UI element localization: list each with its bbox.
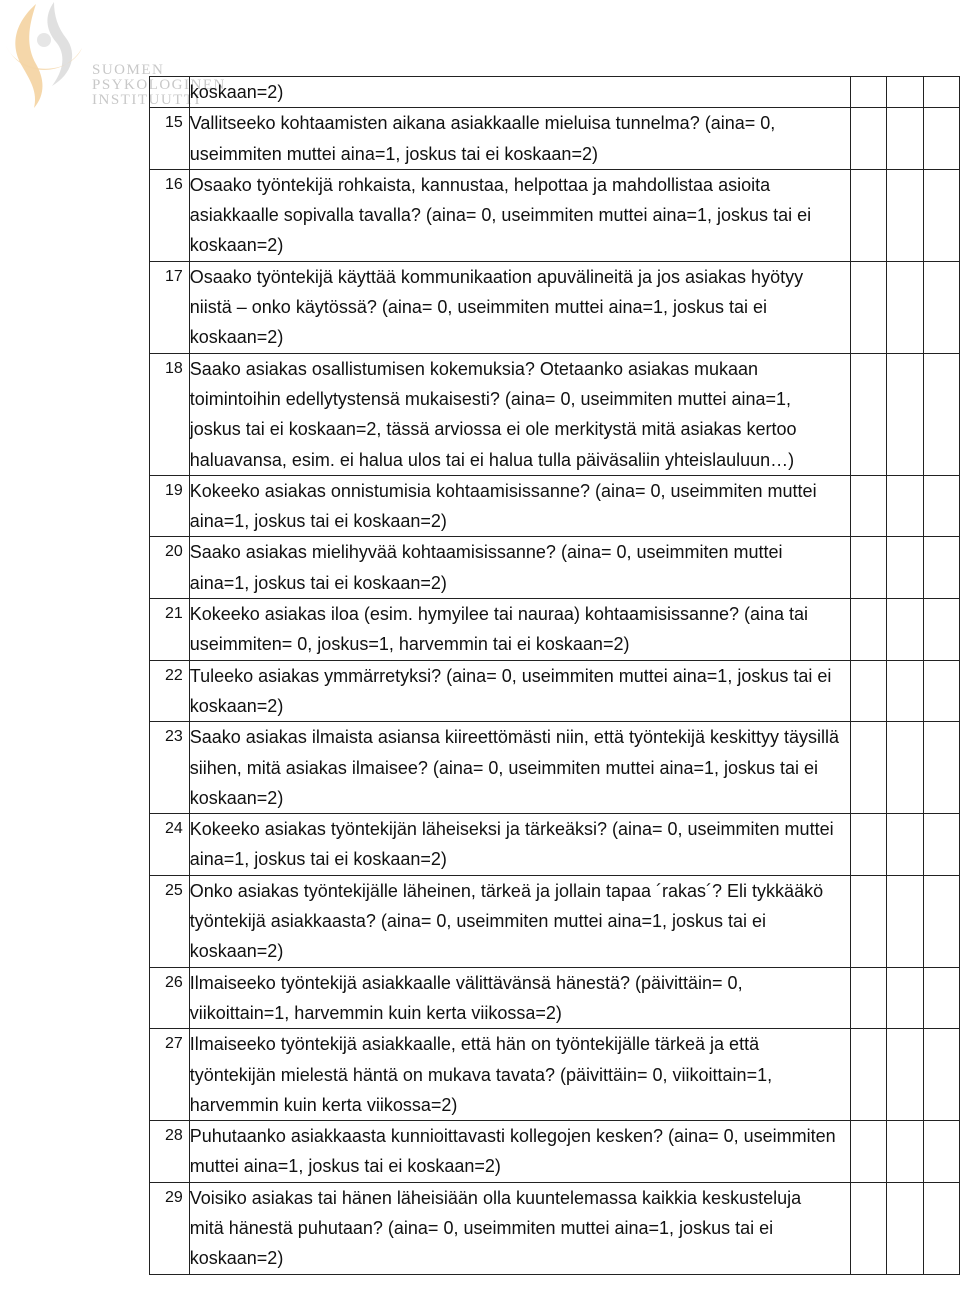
answer-box-2[interactable] (923, 261, 959, 353)
question-number: 26 (150, 967, 190, 1029)
question-number: 25 (150, 875, 190, 967)
answer-box-0[interactable] (850, 1029, 886, 1121)
question-row (150, 77, 960, 108)
question-text: Puhutaanko asiakkaasta kunnioittavasti kollegojen kesken? (aina= 0, useimmiten muttei aina=1, joskus tai ei koskaan=2) (189, 1121, 850, 1183)
question-row (150, 1121, 960, 1183)
question-text: koskaan=2) (189, 77, 850, 108)
answer-box-1[interactable] (887, 599, 923, 661)
question-number: 19 (150, 475, 190, 537)
answer-box-1[interactable] (887, 875, 923, 967)
answer-box-1[interactable] (887, 261, 923, 353)
question-row (150, 169, 960, 261)
answer-box-2[interactable] (923, 599, 959, 661)
answer-box-0[interactable] (850, 108, 886, 170)
answer-box-0[interactable] (850, 599, 886, 661)
answer-box-0[interactable] (850, 814, 886, 876)
answer-box-0[interactable] (850, 353, 886, 475)
answer-box-1[interactable] (887, 169, 923, 261)
question-number: 28 (150, 1121, 190, 1183)
answer-box-1[interactable] (887, 1029, 923, 1121)
answer-box-0[interactable] (850, 77, 886, 108)
question-text: Osaako työntekijä rohkaista, kannustaa, helpottaa ja mahdollistaa asioita asiakkaalle sopivalla tavalla? (aina= 0, useimmiten muttei aina=1, joskus tai ei koskaan=2) (189, 169, 850, 261)
answer-box-0[interactable] (850, 261, 886, 353)
logo-line-3: INSTITUUTTI (92, 92, 201, 108)
question-number: 29 (150, 1182, 190, 1274)
question-number: 16 (150, 169, 190, 261)
question-number: 17 (150, 261, 190, 353)
question-number: 15 (150, 108, 190, 170)
answer-box-2[interactable] (923, 814, 959, 876)
answer-box-1[interactable] (887, 537, 923, 599)
answer-box-2[interactable] (923, 967, 959, 1029)
question-row (150, 261, 960, 353)
logo-line-2: PSYKOLOGINEN (92, 77, 226, 93)
question-number: 22 (150, 660, 190, 722)
question-number: 20 (150, 537, 190, 599)
flame-figure-logo-icon (0, 0, 90, 112)
answer-box-0[interactable] (850, 475, 886, 537)
answer-box-2[interactable] (923, 1029, 959, 1121)
question-row (150, 599, 960, 661)
question-row (150, 537, 960, 599)
answer-box-1[interactable] (887, 353, 923, 475)
answer-box-1[interactable] (887, 660, 923, 722)
question-text: Ilmaiseeko työntekijä asiakkaalle välittävänsä hänestä? (päivittäin= 0, viikoittain=1, harvemmin kuin kerta viikossa=2) (189, 967, 850, 1029)
question-row (150, 1182, 960, 1274)
question-number (150, 77, 190, 108)
logo-line-1: SUOMEN (92, 62, 165, 78)
answer-box-1[interactable] (887, 722, 923, 814)
question-text: Voisiko asiakas tai hänen läheisiään olla kuuntelemassa kaikkia keskusteluja mitä hänestä puhutaan? (aina= 0, useimmiten muttei aina=1, joskus tai ei koskaan=2) (189, 1182, 850, 1274)
question-number: 18 (150, 353, 190, 475)
answer-box-1[interactable] (887, 814, 923, 876)
answer-box-0[interactable] (850, 875, 886, 967)
questionnaire-table (149, 76, 960, 1275)
answer-box-1[interactable] (887, 967, 923, 1029)
question-text: Saako asiakas mielihyvää kohtaamisissanne? (aina= 0, useimmiten muttei aina=1, joskus tai ei koskaan=2) (189, 537, 850, 599)
answer-box-2[interactable] (923, 1182, 959, 1274)
question-row (150, 475, 960, 537)
answer-box-2[interactable] (923, 1121, 959, 1183)
answer-box-1[interactable] (887, 1121, 923, 1183)
question-text: Tuleeko asiakas ymmärretyksi? (aina= 0, useimmiten muttei aina=1, joskus tai ei koskaan=2) (189, 660, 850, 722)
answer-box-0[interactable] (850, 1121, 886, 1183)
question-text: Saako asiakas osallistumisen kokemuksia? Otetaanko asiakas mukaan toimintoihin edellytystensä mukaisesti? (aina= 0, useimmiten muttei aina=1, joskus tai ei koskaan=2, tässä arviossa ei ole merkitystä mitä asiakas kertoo haluavansa, esim. ei halua ulos tai ei halua tulla päiväsaliin yhteislauluun…) (189, 353, 850, 475)
answer-box-1[interactable] (887, 108, 923, 170)
question-row (150, 353, 960, 475)
question-number: 23 (150, 722, 190, 814)
question-row (150, 108, 960, 170)
answer-box-0[interactable] (850, 1182, 886, 1274)
answer-box-2[interactable] (923, 77, 959, 108)
question-number: 24 (150, 814, 190, 876)
answer-box-2[interactable] (923, 722, 959, 814)
question-row (150, 814, 960, 876)
answer-box-1[interactable] (887, 1182, 923, 1274)
question-text: Kokeeko asiakas onnistumisia kohtaamisissanne? (aina= 0, useimmiten muttei aina=1, joskus tai ei koskaan=2) (189, 475, 850, 537)
question-text: Onko asiakas työntekijälle läheinen, tärkeä ja jollain tapaa ´rakas´? Eli tykkääkö työntekijä asiakkaasta? (aina= 0, useimmiten muttei aina=1, joskus tai ei koskaan=2) (189, 875, 850, 967)
question-number: 21 (150, 599, 190, 661)
answer-box-1[interactable] (887, 77, 923, 108)
question-text: Ilmaiseeko työntekijä asiakkaalle, että hän on työntekijälle tärkeä ja että työntekijän mielestä häntä on mukava tavata? (päivittäin= 0, viikoittain=1, harvemmin kuin kerta viikossa=2) (189, 1029, 850, 1121)
question-row (150, 967, 960, 1029)
question-row (150, 1029, 960, 1121)
question-number: 27 (150, 1029, 190, 1121)
answer-box-2[interactable] (923, 475, 959, 537)
question-text: Kokeeko asiakas työntekijän läheiseksi ja tärkeäksi? (aina= 0, useimmiten muttei aina=1, joskus tai ei koskaan=2) (189, 814, 850, 876)
answer-box-0[interactable] (850, 722, 886, 814)
question-text: Vallitseeko kohtaamisten aikana asiakkaalle mieluisa tunnelma? (aina= 0, useimmiten muttei aina=1, joskus tai ei koskaan=2) (189, 108, 850, 170)
question-text: Kokeeko asiakas iloa (esim. hymyilee tai nauraa) kohtaamisissanne? (aina tai useimmiten= 0, joskus=1, harvemmin tai ei koskaan=2) (189, 599, 850, 661)
answer-box-1[interactable] (887, 475, 923, 537)
question-row (150, 875, 960, 967)
answer-box-2[interactable] (923, 108, 959, 170)
question-text: Saako asiakas ilmaista asiansa kiireettömästi niin, että työntekijä keskittyy täysillä siihen, mitä asiakas ilmaisee? (aina= 0, useimmiten muttei aina=1, joskus tai ei koskaan=2) (189, 722, 850, 814)
answer-box-0[interactable] (850, 169, 886, 261)
question-row (150, 722, 960, 814)
answer-box-2[interactable] (923, 169, 959, 261)
answer-box-0[interactable] (850, 660, 886, 722)
question-text: Osaako työntekijä käyttää kommunikaation apuvälineitä ja jos asiakas hyötyy niistä – onko käytössä? (aina= 0, useimmiten muttei aina=1, joskus tai ei koskaan=2) (189, 261, 850, 353)
answer-box-0[interactable] (850, 537, 886, 599)
answer-box-0[interactable] (850, 967, 886, 1029)
answer-box-2[interactable] (923, 875, 959, 967)
answer-box-2[interactable] (923, 353, 959, 475)
question-row (150, 660, 960, 722)
answer-box-2[interactable] (923, 660, 959, 722)
answer-box-2[interactable] (923, 537, 959, 599)
